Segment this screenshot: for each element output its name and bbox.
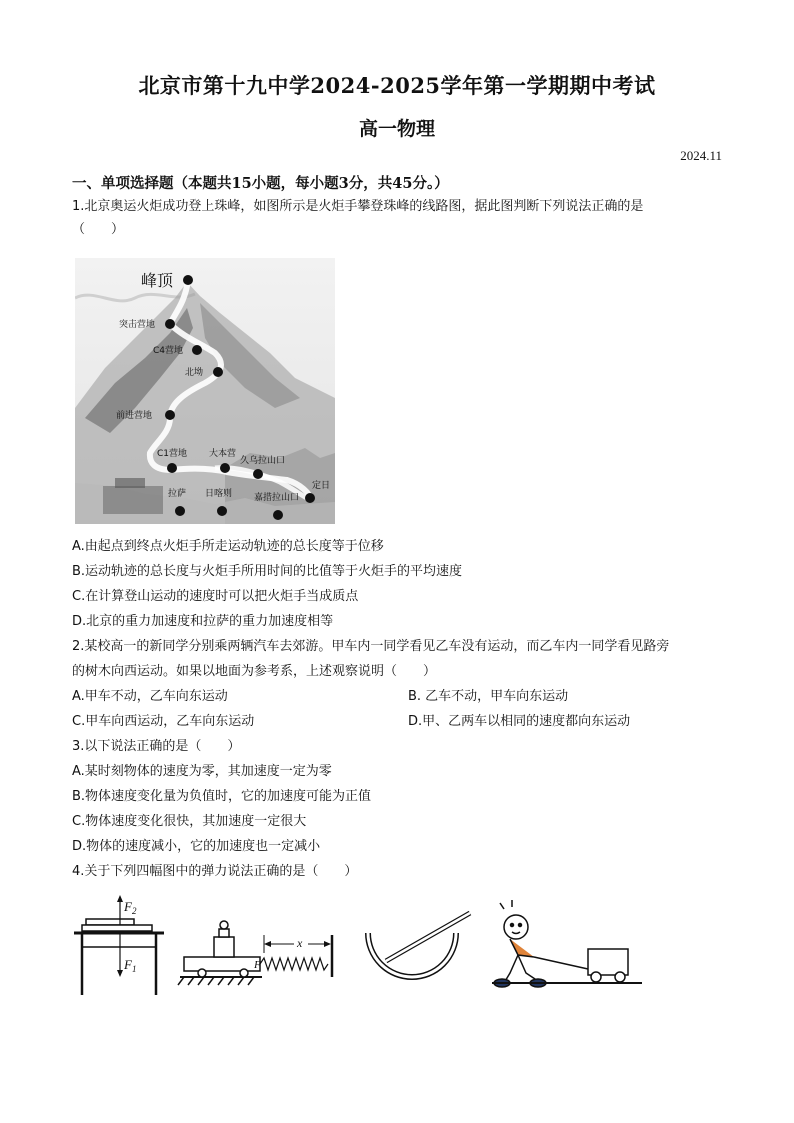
q1-option-d: D.北京的重力加速度和拉萨的重力加速度相等 [72, 614, 334, 629]
figure-spring-cart [178, 921, 332, 985]
label-beiao: 北坳 [185, 368, 204, 378]
point-tuji [165, 319, 175, 329]
q1-stem-line2: （ ） [72, 222, 125, 237]
label-c1: C1营地 [157, 449, 188, 459]
point-rikaze [217, 506, 227, 516]
label-jiacuo: 嘉措拉山口 [254, 493, 300, 503]
q4-figures [72, 895, 652, 995]
label-f: F [254, 959, 261, 971]
section-heading: 一、单项选择题（本题共15小题，每小题3分，共45分。） [72, 175, 449, 192]
q1-route-map [75, 258, 335, 524]
q2-option-c: C.甲车向西运动，乙车向东运动 [72, 714, 255, 729]
q2-option-a: A.甲车不动，乙车向东运动 [72, 689, 228, 704]
label-f2: $F_2$ [124, 899, 137, 916]
q1-stem-line1: 1.北京奥运火炬成功登上珠峰，如图所示是火炬手攀登珠峰的线路图，据此图判断下列说法正确的是 [72, 199, 644, 214]
label-tuji: 突击营地 [119, 320, 156, 330]
figure-boy-pulling-cart [492, 900, 642, 987]
label-jiuwu: 久乌拉山口 [240, 456, 286, 466]
point-c1 [167, 463, 177, 473]
q1-option-a: A.由起点到终点火炬手所走运动轨迹的总长度等于位移 [72, 539, 384, 554]
q2-option-b: B. 乙车不动，甲车向东运动 [408, 689, 569, 704]
q1-option-b: B.运动轨迹的总长度与火炬手所用时间的比值等于火炬手的平均速度 [72, 564, 463, 579]
q3-option-a: A.某时刻物体的速度为零，其加速度一定为零 [72, 764, 332, 779]
point-dingri [305, 493, 315, 503]
q3-option-d: D.物体的速度减小，它的加速度也一定减小 [72, 839, 321, 854]
q1-option-c: C.在计算登山运动的速度时可以把火炬手当成质点 [72, 589, 359, 604]
point-qianjin [165, 410, 175, 420]
q4-stem: 4.关于下列四幅图中的弹力说法正确的是（ ） [72, 864, 358, 879]
q2-stem-line2: 的树木向西运动。如果以地面为参考系，上述观察说明（ ） [72, 664, 437, 679]
q3-option-c: C.物体速度变化很快，其加速度一定很大 [72, 814, 307, 829]
point-lasa [175, 506, 185, 516]
point-beiao [213, 367, 223, 377]
point-jiacuo [273, 510, 283, 520]
label-lasa: 拉萨 [168, 489, 187, 499]
point-peak [183, 275, 193, 285]
q3-option-b: B.物体速度变化量为负值时，它的加速度可能为正值 [72, 789, 372, 804]
point-jiuwu [253, 469, 263, 479]
q3-stem: 3.以下说法正确的是（ ） [72, 739, 241, 754]
label-x: x [297, 936, 303, 950]
q2-option-d: D.甲、乙两车以相同的速度都向东运动 [408, 714, 631, 729]
label-dabenying: 大本营 [209, 449, 237, 459]
label-dingri: 定日 [312, 481, 331, 491]
q2-stem-line1: 2.某校高一的新同学分别乘两辆汽车去郊游。甲车内一同学看见乙车没有运动，而乙车内一同学看见路旁 [72, 639, 670, 654]
figure-book-on-table [74, 895, 164, 995]
label-rikaze: 日喀则 [205, 489, 233, 499]
label-f1: $F_1$ [124, 957, 137, 974]
label-c4: C4营地 [153, 346, 184, 356]
point-dabenying [220, 463, 230, 473]
label-peak: 峰顶 [141, 271, 174, 290]
label-qianjin: 前进营地 [116, 411, 153, 421]
exam-subject: 高一物理 [358, 118, 435, 140]
exam-date: 2024.11 [680, 148, 722, 163]
figure-rod-in-bowl [368, 913, 470, 977]
exam-title: 北京市第十九中学2024-2025学年第一学期期中考试 [138, 73, 656, 98]
point-c4 [192, 345, 202, 355]
